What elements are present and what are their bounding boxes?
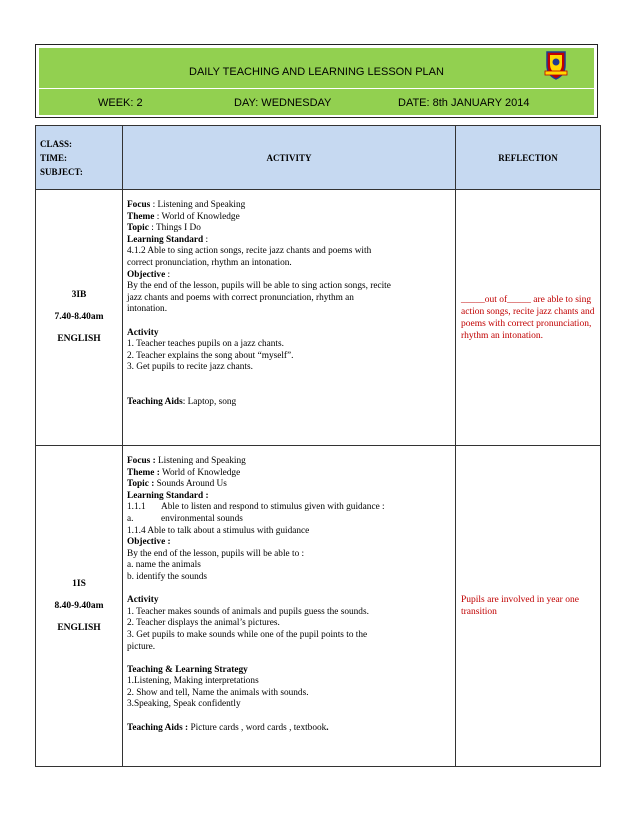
activity-cell [123, 446, 456, 767]
table-row [36, 446, 601, 767]
teaching-aids-value: Picture cards , word cards , textbook [188, 722, 327, 733]
learning-standard-line: 4.1.2 Able to sing action songs, recite jazz chants and poems with [127, 246, 372, 257]
theme-label: Theme : [127, 467, 160, 478]
theme-label: Theme [127, 211, 155, 222]
strategy-line: 2. Show and tell, Name the animals with sounds. [127, 687, 309, 698]
reflection-header: REFLECTION [456, 126, 601, 190]
table-header-row [36, 126, 601, 190]
topic-label: Topic : [127, 479, 155, 490]
teaching-aids-label: Teaching Aids : [127, 722, 189, 733]
activity-cell [123, 190, 456, 446]
topic-value: Sounds Around Us [154, 479, 227, 490]
learning-standard-text: Able to listen and respond to stimulus given with guidance : [161, 502, 385, 513]
learning-standard-line: 1.1.4 Able to talk about a stimulus with guidance [127, 525, 310, 536]
lesson-plan-table [35, 125, 601, 767]
strategy-label: Teaching & Learning Strategy [127, 664, 248, 675]
learning-standard-number: 1.1.1 [127, 502, 146, 513]
day-label: DAY: WEDNESDAY [234, 97, 332, 109]
activity-label: Activity [127, 327, 159, 338]
class-cell [36, 446, 123, 767]
class-name: 3IB [71, 290, 87, 300]
focus-value: : Listening and Speaking [150, 200, 246, 210]
focus-label: Focus : [127, 456, 156, 466]
school-crest-icon [543, 49, 569, 81]
page-title: DAILY TEACHING AND LEARNING LESSON PLAN [189, 66, 444, 78]
objective-line: intonation. [127, 304, 168, 315]
activity-header: ACTIVITY [123, 126, 456, 190]
class-time: 8.40-9.40am [54, 600, 104, 611]
activity-step: 1. Teacher teaches pupils on a jazz chants. [127, 339, 284, 350]
class-time-subject-header [36, 126, 123, 190]
learning-standard-colon: : [203, 234, 209, 245]
time-header: TIME: [40, 152, 67, 163]
teaching-aids-value: : Laptop, song [182, 397, 237, 408]
learning-standard-number: a. [127, 513, 134, 524]
learning-standard-label: Learning Standard [127, 234, 204, 245]
date-label: DATE: 8th JANUARY 2014 [398, 97, 530, 109]
table-row [36, 190, 601, 446]
activity-step: 2. Teacher displays the animal’s pictures. [127, 618, 280, 629]
activity-step: 3. Get pupils to make sounds while one of the pupil points to the [127, 629, 368, 640]
topic-label: Topic [127, 223, 149, 234]
objective-line: jazz chants and poems with correct pronunciation, rhythm an [127, 292, 354, 303]
objective-line: a. name the animals [127, 560, 201, 571]
class-name: 1IS [72, 578, 86, 589]
focus-value: Listening and Speaking [155, 456, 246, 466]
teaching-aids-label: Teaching Aids [127, 397, 183, 408]
strategy-line: 3.Speaking, Speak confidently [127, 699, 241, 710]
objective-label: Objective [127, 269, 166, 280]
theme-value: : World of Knowledge [154, 211, 240, 222]
learning-standard-label: Learning Standard : [127, 490, 209, 501]
activity-label: Activity [127, 595, 159, 606]
objective-line: By the end of the lesson, pupils will be able to sing action songs, recite [127, 281, 391, 292]
focus-label: Focus [127, 200, 151, 210]
learning-standard-line: correct pronunciation, rhythm an intonation. [127, 257, 292, 268]
week-label: WEEK: 2 [98, 97, 143, 109]
activity-step: picture. [127, 641, 156, 652]
learning-standard-text: environmental sounds [161, 513, 243, 524]
class-subject: ENGLISH [57, 334, 101, 344]
class-header: CLASS: [40, 138, 73, 149]
objective-line: b. identify the sounds [127, 571, 208, 582]
activity-step: 1. Teacher makes sounds of animals and pupils guess the sounds. [127, 606, 369, 617]
objective-line: By the end of the lesson, pupils will be able to : [127, 548, 305, 559]
class-subject: ENGLISH [57, 622, 101, 633]
lesson-plan-header [35, 44, 598, 118]
teaching-aids-period: . [326, 722, 329, 733]
topic-value: : Things I Do [148, 223, 201, 234]
reflection-cell: Pupils are involved in year one transition [456, 446, 601, 767]
reflection-cell: _____out of_____ are able to sing action songs, recite jazz chants and poems with correct pronunciation, rhythm an intonation. [456, 190, 601, 446]
objective-label: Objective : [127, 537, 171, 548]
activity-step: 3. Get pupils to recite jazz chants. [127, 362, 253, 373]
theme-value: World of Knowledge [159, 467, 241, 478]
objective-colon: : [165, 269, 171, 280]
subject-header: SUBJECT: [40, 166, 83, 177]
strategy-line: 1.Listening, Making interpretations [127, 676, 259, 687]
activity-step: 2. Teacher explains the song about “myself”. [127, 350, 294, 361]
class-cell [36, 190, 123, 446]
class-time: 7.40-8.40am [54, 312, 104, 322]
